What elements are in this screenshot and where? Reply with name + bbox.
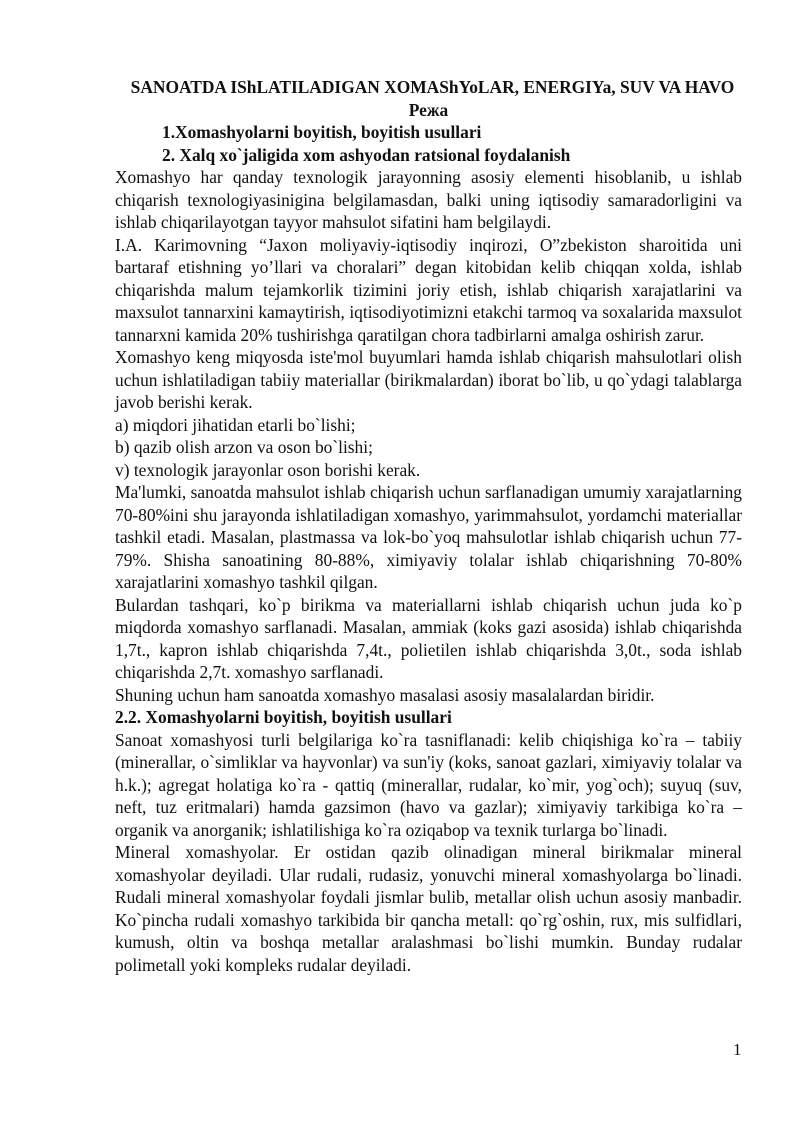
paragraph: Ma'lumki, sanoatda mahsulot ishlab chiqarish uchun sarflanadigan umumiy xarajatlarning 70-80%ini shu jarayonda ishlatiladigan xomashyo, yarimmahsulot, yordamchi materiallar tashkil etadi. Masalan, plastmassa va lok-bo`yoq mahsulotlar ishlab chiqarish uchun 77-79%. Shisha sanoatining 80-88%, ximiyaviy tolalar ishlab chiqarishning 70-80% xarajatlarini xomashyo tashkil qilgan. bbox=[115, 482, 742, 592]
document-title: SANOATDA IShLATILADIGAN XOMAShYoLAR, ENERGIYa, SUV VA HAVO bbox=[130, 77, 735, 97]
plan-item: 1.Xomashyolarni boyitish, boyitish usullari bbox=[162, 122, 482, 142]
list-item: a) miqdori jihatidan etarli bo`lishi; bbox=[115, 414, 356, 435]
plan-item: 2. Xalq xo`jaligida xom ashyodan ratsional foydalanish bbox=[162, 144, 571, 165]
list-item: v) texnologik jarayonlar oson borishi kerak. bbox=[115, 459, 421, 480]
paragraph: Mineral xomashyolar. Er ostidan qazib olinadigan mineral birikmalar mineral xomashyolar deyiladi. Ular rudali, rudasiz, yonuvchi mineral xomashyolarga bo`linadi. Rudali mineral xomashyolar foydali jismlar bulib, metallar olish uchun asosiy manbadir. Ko`pincha rudali xomashyo tarkibida bir qancha metall: qo`rg`oshin, rux, mis sulfidlari, kumush, oltin va boshqa metallar aralashmasi bo`lishi mumkin. Bunday rudalar polimetall yoki kompleks rudalar deyiladi. bbox=[115, 842, 742, 975]
paragraph: Sanoat xomashyosi turli belgilariga ko`ra tasniflanadi: kelib chiqishiga ko`ra – tabiiy (minerallar, o`simliklar va hayvonlar) va sun'iy (koks, sanoat gazlari, ximiyaviy tolalar va h.k.); agregat holatiga ko`ra - qattiq (minerallar, rudalar, ko`mir, yog`och); suyuq (suv, neft, tuz eritmalari) hamda gazsimon (havo va gazlar); ximiyaviy tarkibiga ko`ra – organik va anorganik; ishlatilishiga ko`ra oziqabop va texnik turlarga bo`linadi. bbox=[115, 729, 742, 840]
paragraph: Shuning uchun ham sanoatda xomashyo masalasi asosiy masalalardan biridir. bbox=[115, 684, 655, 705]
page-number: 1 bbox=[733, 1040, 742, 1059]
list-item: b) qazib olish arzon va oson bo`lishi; bbox=[115, 437, 373, 457]
paragraph: Xomashyo keng miqyosda iste'mol buyumlari hamda ishlab chiqarish mahsulotlari olish uchun ishlatiladigan tabiiy materiallar (birikmalardan) iborat bo`lib, u qo`ydagi talablarga javob berishi kerak. bbox=[115, 347, 742, 412]
document-page bbox=[115, 76, 742, 976]
paragraph: Bulardan tashqari, ko`p birikma va materiallarni ishlab chiqarish uchun juda ko`p miqdorda xomashyo sarflanadi. Masalan, ammiak (koks gazi asosida) ishlab chiqarishda 1,7t., kapron ishlab chiqarishda 7,4t., polietilen ishlab chiqarishda 3,0t., soda ishlab chiqarishda 2,7t. xomashyo sarflanadi. bbox=[115, 594, 742, 682]
paragraph: I.A. Karimovning “Jaxon moliyaviy-iqtisodiy inqirozi, O”zbekiston sharoitida uni bartaraf etishning yo’llari va choralari” degan kitobidan kelib chiqqan xolda, ishlab chiqarishda malum tejamkorlik tizimini joriy etish, ishlab chiqarish xarajatlarini va maxsulot tannarxini kamaytirish, iqtisodiyotimizni etakchi tarmoq va soxalarida maxsulot tannarxni kamida 20% tushirishga qaratilgan chora tadbirlarni amalga oshirish zarur. bbox=[115, 234, 742, 345]
plan-heading: Режа bbox=[408, 99, 449, 120]
section-heading: 2.2. Xomashyolarni boyitish, boyitish usullari bbox=[115, 707, 452, 727]
paragraph: Xomashyo har qanday texnologik jarayonning asosiy elementi hisoblanib, u ishlab chiqarish texnologiyasinigina belgilamasdan, balki uning iqtisodiy samaradorligini va ishlab chiqarilayotgan tayyor mahsulot sifatini ham belgilaydi. bbox=[115, 167, 742, 232]
